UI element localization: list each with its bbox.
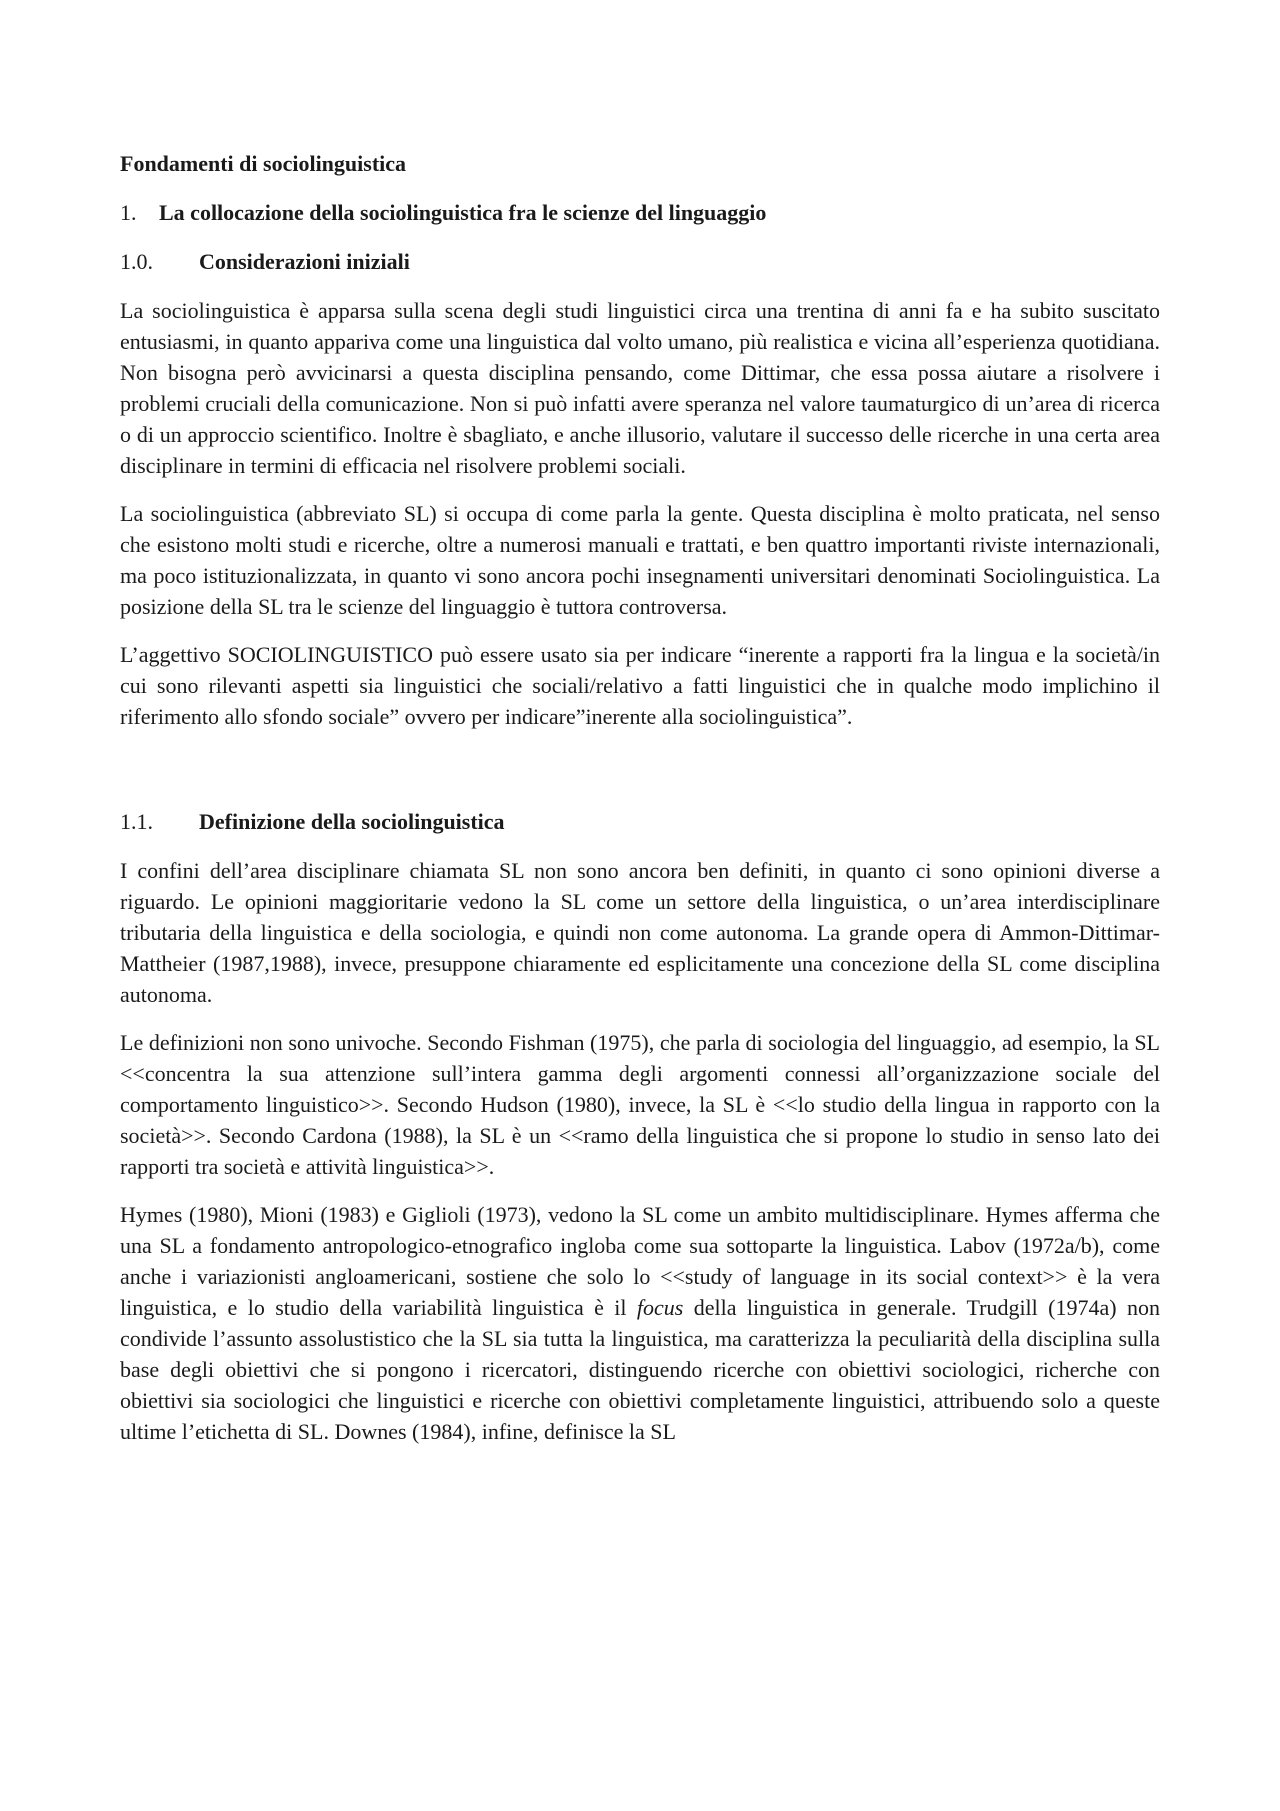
paragraph: L’aggettivo SOCIOLINGUISTICO può essere usato sia per indicare “inerente a rapporti fra la lingua e la società/in cui sono rilevanti aspetti sia linguistici che sociali/relativo a fatti linguistici che in qualche modo implichino il riferimento allo sfondo sociale” ovvero per indicare”inerente alla sociolinguistica”. bbox=[120, 642, 1160, 729]
paragraph: I confini dell’area disciplinare chiamata SL non sono ancora ben definiti, in quanto ci sono opinioni diverse a riguardo. Le opinioni maggioritarie vedono la SL come un settore della linguistica, o un’area interdisciplinare tributaria della linguistica e della sociologia, e quindi non come autonoma. La grande opera di Ammon-Dittimar-Mattheier (1987,1988), invece, presuppone chiaramente ed esplicitamente una concezione della SL come disciplina autonoma. bbox=[120, 858, 1160, 1007]
section-1-1-heading bbox=[120, 806, 1160, 837]
emphasized-word: focus bbox=[636, 1295, 684, 1320]
paragraph-text: della linguistica in generale. Trudgill (1974a) non condivide l’assunto assolustistico che la SL sia tutta la linguistica, ma caratterizza la peculiarità della disciplina sulla base degli obiettivi che si pongono i ricercatori, distinguendo ricerche con obiettivi sociologici, richerche con obiettivi sia sociologici che linguistici e ricerche con obiettivi completamente linguistici, attribuendo solo a queste ultime l’etichetta di SL. Downes (1984), infine, definisce la SL bbox=[120, 1295, 1160, 1444]
section-1-1-title: Definizione della sociolinguistica bbox=[199, 809, 505, 834]
paragraph-text: Hymes (1980), Mioni (1983) e Giglioli (1973), vedono la SL come un ambito multidisciplinare. Hymes afferma che una SL a fondamento antropologico-etnografico ingloba come sua sottoparte la linguistica. Labov (1972a/b), come anche i variazionisti angloamericani, sostiene che solo lo <<study of language in its social context>> è la vera linguistica, e lo studio della variabilità linguistica è il bbox=[120, 1202, 1160, 1320]
section-1-1-number: 1.1. bbox=[120, 809, 153, 834]
spacer bbox=[120, 749, 1160, 806]
paragraph bbox=[120, 1199, 1160, 1447]
section-1-heading bbox=[120, 197, 1160, 228]
section-1-0-heading bbox=[120, 246, 1160, 277]
section-1-title: La collocazione della sociolinguistica fra le scienze del linguaggio bbox=[159, 200, 767, 225]
paragraph: La sociolinguistica (abbreviato SL) si occupa di come parla la gente. Questa disciplina è molto praticata, nel senso che esistono molti studi e ricerche, oltre a numerosi manuali e trattati, e ben quattro importanti riviste internazionali, ma poco istituzionalizzata, in quanto vi sono ancora pochi insegnamenti universitari denominati Sociolinguistica. La posizione della SL tra le scienze del linguaggio è tuttora controversa. bbox=[120, 501, 1160, 619]
document-title: Fondamenti di sociolinguistica bbox=[120, 151, 407, 176]
paragraph: La sociolinguistica è apparsa sulla scena degli studi linguistici circa una trentina di anni fa e ha subito suscitato entusiasmi, in quanto appariva come una linguistica dal volto umano, più realistica e vicina all’esperienza quotidiana. Non bisogna però avvicinarsi a questa disciplina pensando, come Dittimar, che essa possa aiutare a risolvere i problemi cruciali della comunicazione. Non si può infatti avere speranza nel valore taumaturgico di un’area di ricerca o di un approccio scientifico. Inoltre è sbagliato, e anche illusorio, valutare il successo delle ricerche in una certa area disciplinare in termini di efficacia nel risolvere problemi sociali. bbox=[120, 298, 1160, 478]
paragraph: Le definizioni non sono univoche. Secondo Fishman (1975), che parla di sociologia del linguaggio, ad esempio, la SL <<concentra la sua attenzione sull’intera gamma degli argomenti connessi all’organizzazione sociale del comportamento linguistico>>. Secondo Hudson (1980), invece, la SL è <<lo studio della lingua in rapporto con la società>>. Secondo Cardona (1988), la SL è un <<ramo della linguistica che si propone lo studio in senso lato dei rapporti tra società e attività linguistica>>. bbox=[120, 1030, 1160, 1179]
section-1-0-title: Considerazioni iniziali bbox=[199, 249, 410, 274]
section-1-0-number: 1.0. bbox=[120, 249, 153, 274]
section-1-number: 1. bbox=[120, 200, 137, 225]
document-page bbox=[120, 148, 1160, 1464]
